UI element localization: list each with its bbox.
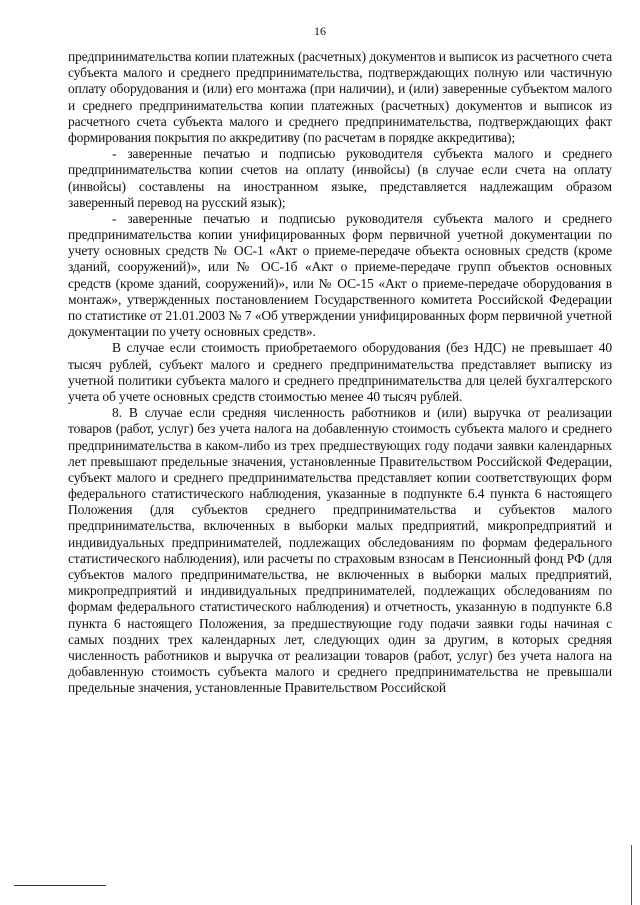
paragraph-invoices: - заверенные печатью и подписью руководителя субъекта малого и среднего предпринимательства копии счетов на оплату (инвойсы) (в случае если счета на оплату (инвойсы) составлены на иностранном языке, представляется надлежащим образом заверенный перевод на русский язык);: [68, 146, 612, 210]
paragraph-unified-forms: - заверенные печатью и подписью руководителя субъекта малого и среднего предпринимательства копии унифицированных форм первичной учетной документации по учету основных средств № ОС-1 «Акт о приеме-передаче объекта основных средств (кроме зданий, сооружений)», или № ОС-1б «Акт о приеме-передаче групп объектов основных средств (кроме зданий, сооружений)», или № ОС-15 «Акт о приеме-передаче оборудования в монтаж», утвержденных постановлением Государственного комитета Российской Федерации по статистике от 21.01.2003 № 7 «Об утверждении унифицированных форм первичной учетной документации по учету основных средств».: [68, 210, 612, 340]
bottom-rule: [14, 885, 106, 886]
page-number: 16: [314, 24, 326, 38]
paragraph-payment-documents: предпринимательства копии платежных (расчетных) документов и выписок из расчетного счета субъекта малого и среднего предпринимательства, подтверждающих полную или частичную оплату оборудования и (или) его монтажа (при наличии), и (или) заверенные субъектом малого и среднего предпринимательства копии платежных (расчетных) документов и выписок из расчетного счета субъекта малого и среднего предпринимательства, подтверждающих факт формирования покрытия по аккредитиву (по расчетам в порядке аккредитива);: [68, 49, 612, 145]
document-body: [68, 49, 612, 697]
page-edge-mark: [631, 845, 632, 905]
paragraph-equipment-cost: В случае если стоимость приобретаемого оборудования (без НДС) не превышает 40 тысяч рублей, субъект малого и среднего предпринимательства представляет выписку из учетной политики субъекта малого и среднего предпринимательства для целей бухгалтерского учета об учете основных средств стоимостью менее 40 тысяч рублей.: [68, 340, 612, 404]
paragraph-item-8: 8. В случае если средняя численность работников и (или) выручка от реализации товаров (работ, услуг) без учета налога на добавленную стоимость субъекта малого и среднего предпринимательства в каком-либо из трех предшествующих году подачи заявки календарных лет превышают предельные значения, установленные Правительством Российской Федерации, субъект малого и среднего предпринимательства представляет копии соответствующих форм федерального статистического наблюдения, указанные в подпункте 6.4 пункта 6 настоящего Положения (для субъектов среднего предпринимательства и субъектов малого предпринимательства, включенных в выборки малых предприятий, микропредприятий и индивидуальных предпринимателей, подлежащих обследованиям по формам федерального статистического наблюдения), или расчеты по страховым взносам в Пенсионный фонд РФ (для субъектов малого предпринимательства, не включенных в выборки малых предприятий, микропредприятий и индивидуальных предпринимателей, подлежащих обследованиям по формам федерального статистического наблюдения) и отчетность, указанную в подпункте 6.8 пункта 6 настоящего Положения, за предшествующие году подачи заявки годы начиная с самых поздних трех календарных лет, следующих один за другим, в которых средняя численность работников и выручка от реализации товаров (работ, услуг) без учета налога на добавленную стоимость субъекта малого и среднего предпринимательства не превышали предельные значения, установленные Правительством Российской: [68, 405, 612, 696]
